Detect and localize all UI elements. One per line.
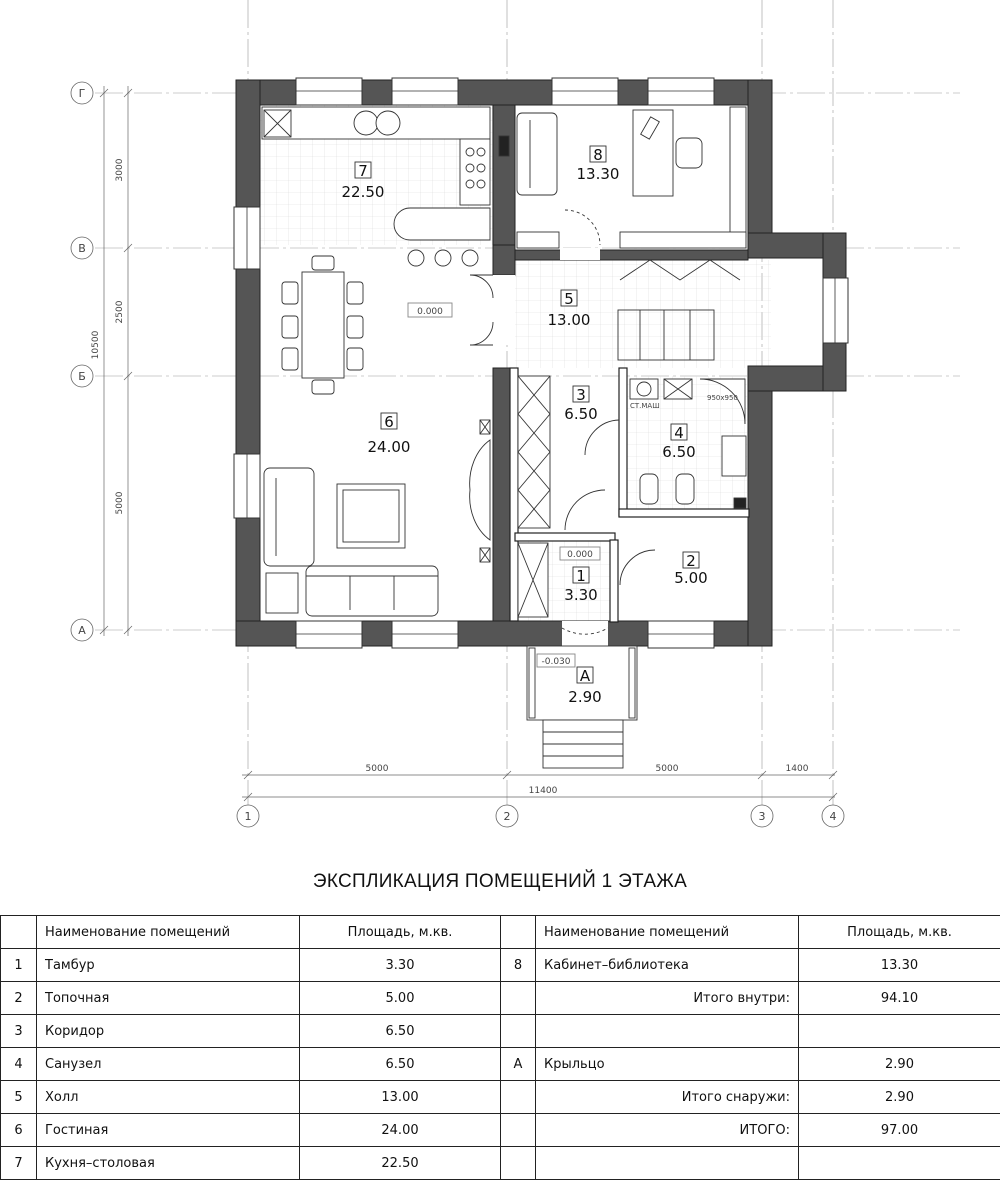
chair xyxy=(282,282,298,304)
axis-label: Б xyxy=(78,370,86,383)
room-area-cell xyxy=(799,1015,1000,1048)
radiator xyxy=(734,498,746,508)
wall-boiler-west xyxy=(610,540,618,622)
axis-label: Г xyxy=(78,87,86,100)
chair xyxy=(312,380,334,394)
room-area-cell: 94.10 xyxy=(799,982,1000,1015)
sofa xyxy=(306,566,438,616)
axis-label: 4 xyxy=(829,810,837,823)
bath-sink xyxy=(722,436,746,476)
stove-burner xyxy=(477,148,485,156)
chair xyxy=(282,316,298,338)
room-number-cell: 2 xyxy=(1,982,37,1015)
room-number-cell xyxy=(501,1147,536,1180)
window xyxy=(296,78,362,105)
shower-label: 950x950 xyxy=(707,394,738,402)
wall-vest-north xyxy=(515,533,615,541)
window xyxy=(648,78,714,105)
room-number-cell: 4 xyxy=(1,1048,37,1081)
axis-label: 1 xyxy=(244,810,252,823)
room-number-cell xyxy=(501,1114,536,1147)
dim-label: 10500 xyxy=(91,330,101,360)
room-number: 7 xyxy=(358,162,368,180)
armchair xyxy=(264,468,314,566)
dim-label: 3000 xyxy=(115,158,125,182)
dining-table xyxy=(302,272,344,378)
window xyxy=(392,621,458,648)
bar-stool xyxy=(435,250,451,266)
level-mark: 0.000 xyxy=(567,550,593,560)
stove-burner xyxy=(477,180,485,188)
room-area-cell: 24.00 xyxy=(300,1114,501,1147)
wall-center-2 xyxy=(493,245,515,275)
room-number: 2 xyxy=(686,552,696,570)
room-number-cell: 7 xyxy=(1,1147,37,1180)
door-swing xyxy=(565,210,600,245)
kitchen-counter-side xyxy=(460,139,490,205)
room-area: 13.30 xyxy=(576,165,620,183)
room-area-cell: 2.90 xyxy=(799,1081,1000,1114)
toilet xyxy=(640,474,658,504)
room-area-cell: 22.50 xyxy=(300,1147,501,1180)
column-header: Площадь, м.кв. xyxy=(300,916,501,949)
room-number-cell: 8 xyxy=(501,949,536,982)
window xyxy=(823,278,848,343)
wall-west xyxy=(236,80,260,646)
table-header-row xyxy=(1,916,1000,949)
level-mark: 0.000 xyxy=(417,307,443,317)
explication-title: ЭКСПЛИКАЦИЯ ПОМЕЩЕНИЙ 1 ЭТАЖА xyxy=(312,871,688,892)
washer-label: СТ.МАШ xyxy=(630,402,660,410)
room-number-cell xyxy=(501,1015,536,1048)
door-swing xyxy=(585,420,619,455)
table-row xyxy=(1,1081,1000,1114)
wall-bath-south xyxy=(619,509,749,517)
room-number: А xyxy=(579,667,591,685)
axis-label: 3 xyxy=(758,810,766,823)
room-area: 24.00 xyxy=(367,438,411,456)
axis-label: 2 xyxy=(503,810,511,823)
wall-center xyxy=(493,105,515,255)
shelf xyxy=(620,232,746,248)
sink-icon xyxy=(354,111,378,135)
wall-east-upper xyxy=(748,80,772,258)
room-name-cell xyxy=(536,1147,799,1180)
room-area-cell: 6.50 xyxy=(300,1015,501,1048)
room-name-cell: Топочная xyxy=(37,982,300,1015)
office-chair xyxy=(676,138,702,168)
room-number: 4 xyxy=(674,424,684,442)
dining-set xyxy=(282,256,363,394)
dim-label: 2500 xyxy=(115,300,125,324)
room-name-cell: Гостиная xyxy=(37,1114,300,1147)
table-row xyxy=(1,1015,1000,1048)
axis-label: В xyxy=(78,242,86,255)
room-area-cell: 3.30 xyxy=(300,949,501,982)
column-header: Наименование помещений xyxy=(37,916,300,949)
room-area: 22.50 xyxy=(341,183,385,201)
stove-burner xyxy=(466,180,474,188)
axis-label: А xyxy=(78,624,86,637)
room-name-cell: Холл xyxy=(37,1081,300,1114)
bookshelf xyxy=(730,107,746,237)
bidet xyxy=(676,474,694,504)
room-name-cell: Тамбур xyxy=(37,949,300,982)
door-swing xyxy=(620,550,655,585)
room-area-cell: 13.30 xyxy=(799,949,1000,982)
bar-counter xyxy=(394,208,490,240)
study-furniture xyxy=(517,107,746,248)
dim-label: 11400 xyxy=(528,786,558,796)
room-area-cell: 97.00 xyxy=(799,1114,1000,1147)
room-number-cell: 6 xyxy=(1,1114,37,1147)
room-number-cell: 1 xyxy=(1,949,37,982)
bar-stool xyxy=(462,250,478,266)
chair xyxy=(347,316,363,338)
room-area: 6.50 xyxy=(564,405,598,423)
wardrobe xyxy=(518,376,550,617)
room-number-cell xyxy=(501,982,536,1015)
side-table xyxy=(266,573,298,613)
fridge xyxy=(499,136,509,156)
dim-label: 5000 xyxy=(365,764,389,774)
room-name-cell xyxy=(536,1015,799,1048)
chair xyxy=(347,348,363,370)
room-name-cell: Кухня–столовая xyxy=(37,1147,300,1180)
sink-icon xyxy=(376,111,400,135)
window xyxy=(392,78,458,105)
total-label-cell: ИТОГО: xyxy=(536,1114,799,1147)
room-number-cell xyxy=(501,1081,536,1114)
room-number: 3 xyxy=(576,386,586,404)
room-name-cell: Санузел xyxy=(37,1048,300,1081)
bar-stool xyxy=(408,250,424,266)
room-area: 6.50 xyxy=(662,443,696,461)
room-number: 8 xyxy=(593,146,603,164)
room-number-cell: А xyxy=(501,1048,536,1081)
room-area: 2.90 xyxy=(568,688,602,706)
dim-label: 5000 xyxy=(655,764,679,774)
room-number: 6 xyxy=(384,413,394,431)
table-row xyxy=(1,1048,1000,1081)
door-swing xyxy=(565,490,605,530)
stove-burner xyxy=(466,148,474,156)
door-swing xyxy=(470,275,493,298)
stove-burner xyxy=(477,164,485,172)
wall-study-south xyxy=(515,250,748,260)
dim-label: 1400 xyxy=(785,764,809,774)
room-number-cell: 3 xyxy=(1,1015,37,1048)
explication-table xyxy=(0,915,1000,1180)
room-area: 5.00 xyxy=(674,569,708,587)
chair xyxy=(347,282,363,304)
dim-label: 5000 xyxy=(115,491,125,515)
room-area-cell: 5.00 xyxy=(300,982,501,1015)
room-area-cell: 6.50 xyxy=(300,1048,501,1081)
door-swing xyxy=(470,322,493,345)
column-header: Площадь, м.кв. xyxy=(799,916,1000,949)
total-label-cell: Итого внутри: xyxy=(536,982,799,1015)
room-area-cell: 13.00 xyxy=(300,1081,501,1114)
wall-corridor xyxy=(510,368,518,621)
room-area-cell xyxy=(799,1147,1000,1180)
room-area: 3.30 xyxy=(564,586,598,604)
wall-bath-west xyxy=(619,368,627,516)
room-name-cell: Кабинет–библиотека xyxy=(536,949,799,982)
rug-inner xyxy=(343,490,399,542)
room-number: 5 xyxy=(564,290,574,308)
table-row xyxy=(1,1114,1000,1147)
chair xyxy=(282,348,298,370)
window xyxy=(648,621,714,648)
column-header: Наименование помещений xyxy=(536,916,799,949)
chair xyxy=(312,256,334,270)
wall-east-lower xyxy=(748,366,772,646)
room-number-cell: 5 xyxy=(1,1081,37,1114)
window xyxy=(296,621,362,648)
table-row xyxy=(1,982,1000,1015)
fireplace xyxy=(470,440,490,540)
room-name-cell: Коридор xyxy=(37,1015,300,1048)
room-name-cell: Крыльцо xyxy=(536,1048,799,1081)
study-sofa xyxy=(517,113,557,195)
room-number: 1 xyxy=(576,567,586,585)
total-label-cell: Итого снаружи: xyxy=(536,1081,799,1114)
level-mark: -0.030 xyxy=(541,657,571,667)
room-area: 13.00 xyxy=(547,311,591,329)
room-area-cell: 2.90 xyxy=(799,1048,1000,1081)
stove-burner xyxy=(466,164,474,172)
table-row xyxy=(1,949,1000,982)
table-row xyxy=(1,1147,1000,1180)
shelf xyxy=(517,232,559,248)
window xyxy=(552,78,618,105)
